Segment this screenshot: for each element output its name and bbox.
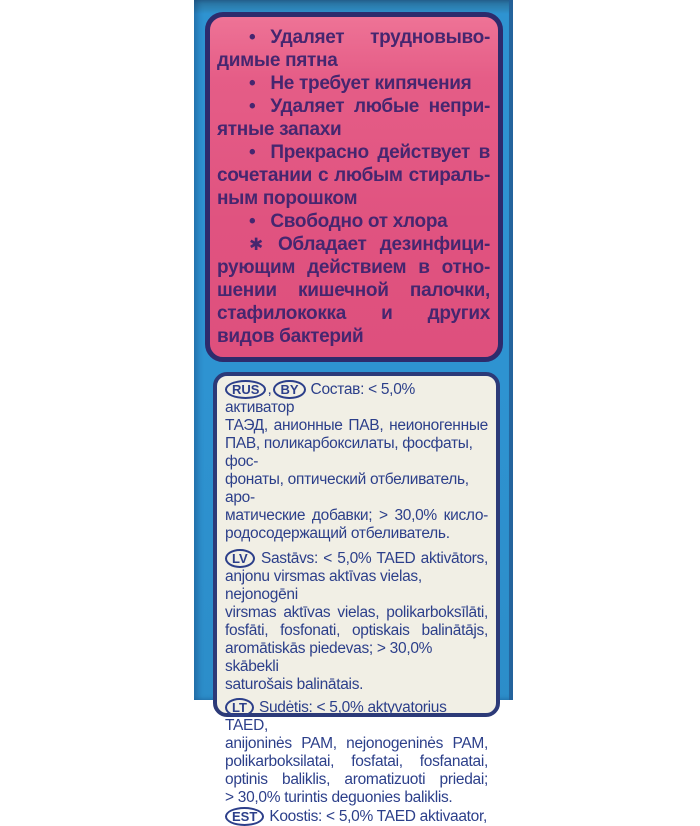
- benefit-line: [217, 233, 490, 256]
- ingredient-line: fosfāti, fosfonati, optiskais balinātājs,: [225, 622, 488, 639]
- benefit-item: [217, 141, 490, 210]
- benefit-line: стафилококка и других: [217, 303, 490, 324]
- lang-badge-rus: RUS: [225, 380, 266, 399]
- benefit-line: рующим действием в отно-: [217, 257, 490, 278]
- ingredients-panel: [213, 372, 500, 825]
- bullet-icon: •: [249, 142, 256, 163]
- lang-badge-lt: LT: [225, 698, 254, 717]
- benefit-line: [217, 210, 490, 233]
- benefit-line: [217, 72, 490, 95]
- ingredient-text: Состав: < 5,0% активатор: [225, 381, 415, 416]
- ingredient-line: saturošais balinātais.: [225, 676, 364, 693]
- benefit-item: [217, 95, 490, 141]
- ingredient-section-lv: [225, 549, 488, 694]
- benefit-item: [217, 233, 490, 348]
- package-fold-edge: [509, 0, 513, 700]
- bullet-icon: •: [249, 73, 256, 94]
- ingredient-section-cutoff: [225, 807, 488, 826]
- benefit-line: [217, 26, 490, 49]
- benefit-line: [217, 95, 490, 118]
- ingredient-line: optinis baliklis, aromatizuoti priedai;: [225, 771, 488, 788]
- benefit-line: димые пятна: [217, 50, 338, 71]
- ingredient-line: aromātiskās piedevas; > 30,0% skābekli: [225, 640, 433, 675]
- ingredient-line: > 30,0% turintis deguonies baliklis.: [225, 789, 453, 806]
- benefit-line: видов бактерий: [217, 326, 364, 347]
- benefits-panel: [205, 12, 503, 362]
- ingredient-line: virsmas aktīvas vielas, polikarboksīlāti,: [225, 604, 488, 621]
- benefit-text: Не требует кипячения: [270, 73, 472, 94]
- benefit-text: Удаляет любые непри-: [270, 96, 490, 117]
- ingredient-line: матические добавки; > 30,0% кисло-: [225, 507, 488, 524]
- ingredient-line: ПАВ, поликарбоксилаты, фосфаты, фос-: [225, 435, 473, 470]
- ingredient-text: Sastāvs: < 5,0% TAED aktivātors,: [260, 550, 488, 567]
- benefit-line: сочетании с любым стираль-: [217, 165, 490, 186]
- benefit-text: Прекрасно действует в: [270, 142, 490, 163]
- ingredient-line: [225, 549, 488, 568]
- ingredient-line: [225, 807, 488, 826]
- ingredient-line: родосодержащий отбеливатель.: [225, 525, 450, 542]
- benefit-item: [217, 26, 490, 72]
- bullet-icon: •: [249, 27, 256, 48]
- bullet-icon: •: [249, 211, 256, 232]
- benefit-text: Удаляет трудновыво-: [270, 27, 490, 48]
- benefit-line: ным порошком: [217, 188, 358, 209]
- benefit-line: шении кишечной палочки,: [217, 280, 490, 301]
- lang-badge-by: BY: [273, 380, 305, 399]
- benefit-item: [217, 210, 490, 233]
- ingredient-line: anjonu virsmas aktīvas vielas, nejonogēni: [225, 568, 422, 603]
- bullet-icon: •: [249, 96, 256, 117]
- lang-badge-lv: LV: [225, 549, 255, 568]
- lang-badge-est: EST: [225, 807, 264, 826]
- asterisk-icon: ✱: [249, 235, 263, 254]
- ingredient-text: Koostis: < 5,0% TAED aktivaator,: [269, 808, 488, 825]
- ingredient-line: ТАЭД, анионные ПАВ, неионогенные: [225, 417, 488, 434]
- ingredient-line: polikarboksilatai, fosfatai, fosfanatai,: [225, 753, 488, 770]
- ingredient-line: фонаты, оптический отбеливатель, аро-: [225, 471, 469, 506]
- benefit-line: [217, 141, 490, 164]
- ingredient-section-rus-by: [225, 380, 488, 543]
- ingredient-section-lt: [225, 698, 488, 807]
- benefit-line: ятные запахи: [217, 119, 342, 140]
- benefit-item: [217, 72, 490, 95]
- ingredient-line: [225, 698, 488, 735]
- benefit-text: Обладает дезинфици-: [277, 234, 490, 255]
- ingredient-line: anijoninės PAM, nejonogeninės PAM,: [225, 735, 488, 752]
- badge-separator: ,: [267, 381, 272, 398]
- ingredient-text: Sudėtis: < 5,0% aktyvatorius TAED,: [225, 699, 447, 734]
- benefit-text: Свободно от хлора: [270, 211, 448, 232]
- ingredient-line: [225, 380, 488, 417]
